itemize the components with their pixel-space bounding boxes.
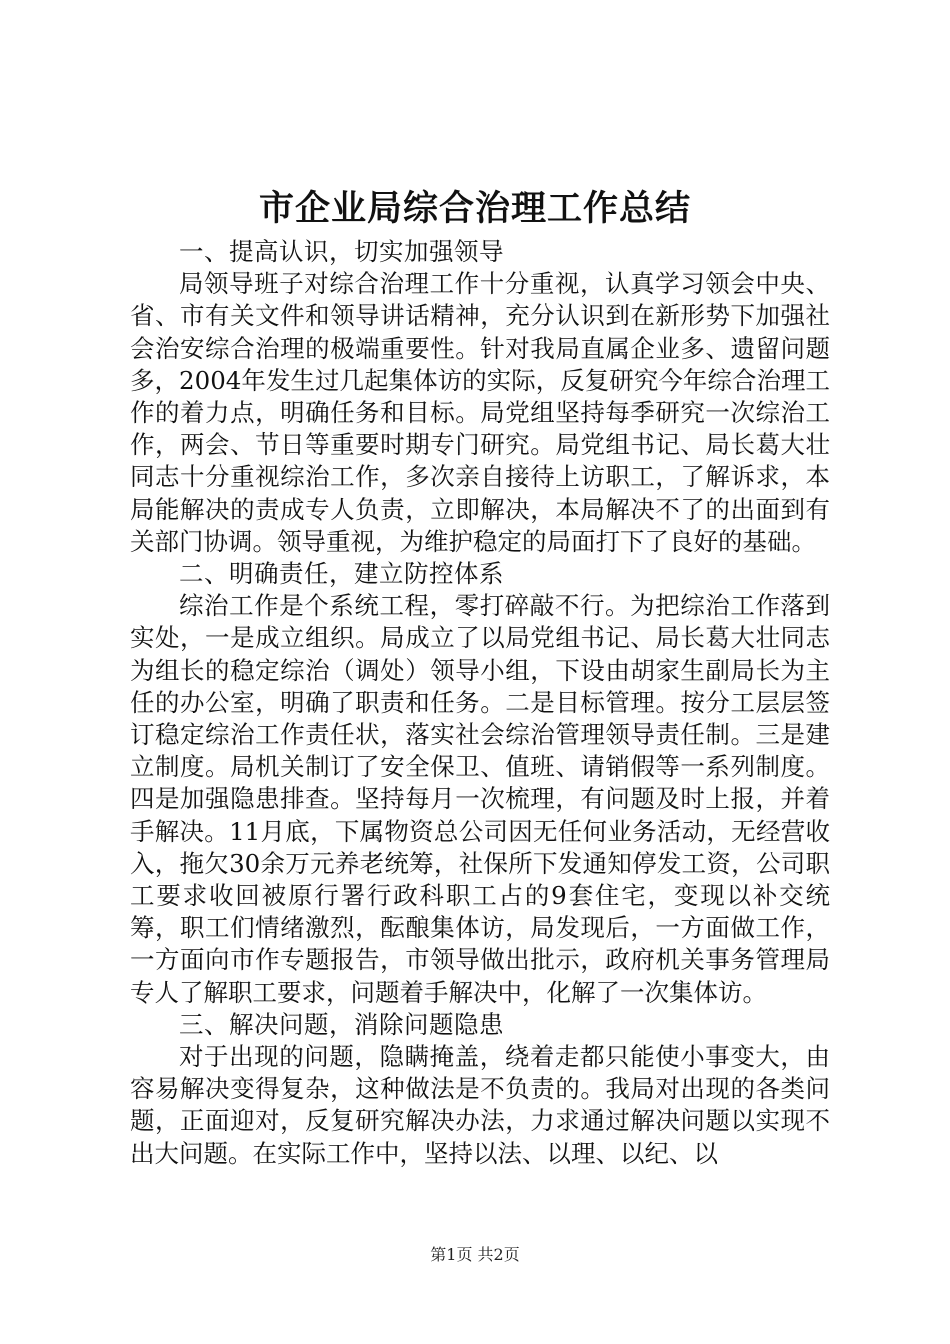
- section-heading-1: 一、提高认识，切实加强领导: [179, 237, 504, 266]
- paragraph-1: 局领导班子对综合治理工作十分重视，认真学习领会中央、省、市有关文件和领导讲话精神，充分认识到在新形势下加强社会治安综合治理的极端重要性。针对我局直属企业多、遗留问题多，2004年发生过几起集体访的实际，反复研究今年综合治理工作的着力点，明确任务和目标。局党组坚持每季研究一次综治工作，两会、节日等重要时期专门研究。局党组书记、局长葛大壮同志十分重视综治工作，多次亲自接待上访职工，了解诉求，本局能解决的责成专人负责，立即解决，本局解决不了的出面到有关部门协调。领导重视，为维护稳定的局面打下了良好的基础。: [130, 269, 830, 556]
- section-heading-3: 三、解决问题，消除问题隐患: [179, 1009, 504, 1039]
- section-heading-2: 二、明确责任，建立防控体系: [179, 559, 504, 589]
- page-title: 市企业局综合治理工作总结: [258, 188, 691, 229]
- paragraph-3: 对于出现的问题，隐瞒掩盖，绕着走都只能使小事变大，由容易解决变得复杂，这种做法是不负责的。我局对出现的各类问题，正面迎对，反复研究解决办法，力求通过解决问题以实现不出大问题。在实际工作中，坚持以法、以理、以纪、以: [130, 1042, 830, 1168]
- document-body: [130, 236, 830, 1170]
- page-footer: 第1页 共2页: [430, 1245, 520, 1264]
- paragraph-2: 综治工作是个系统工程，零打碎敲不行。为把综治工作落到实处，一是成立组织。局成立了以局党组书记、局长葛大壮同志为组长的稳定综治（调处）领导小组，下设由胡家生副局长为主任的办公室，明确了职责和任务。二是目标管理。按分工层层签订稳定综治工作责任状，落实社会综治管理领导责任制。三是建立制度。局机关制订了安全保卫、值班、请销假等一系列制度。四是加强隐患排查。坚持每月一次梳理，有问题及时上报，并着手解决。11月底，下属物资总公司因无任何业务活动，无经营收入，拖欠30余万元养老统筹，社保所下发通知停发工资，公司职工要求收回被原行署行政科职工占的9套住宅，变现以补交统筹，职工们情绪激烈，酝酿集体访，局发现后，一方面做工作，一方面向市作专题报告，市领导做出批示，政府机关事务管理局专人了解职工要求，问题着手解决中，化解了一次集体访。: [130, 591, 830, 1007]
